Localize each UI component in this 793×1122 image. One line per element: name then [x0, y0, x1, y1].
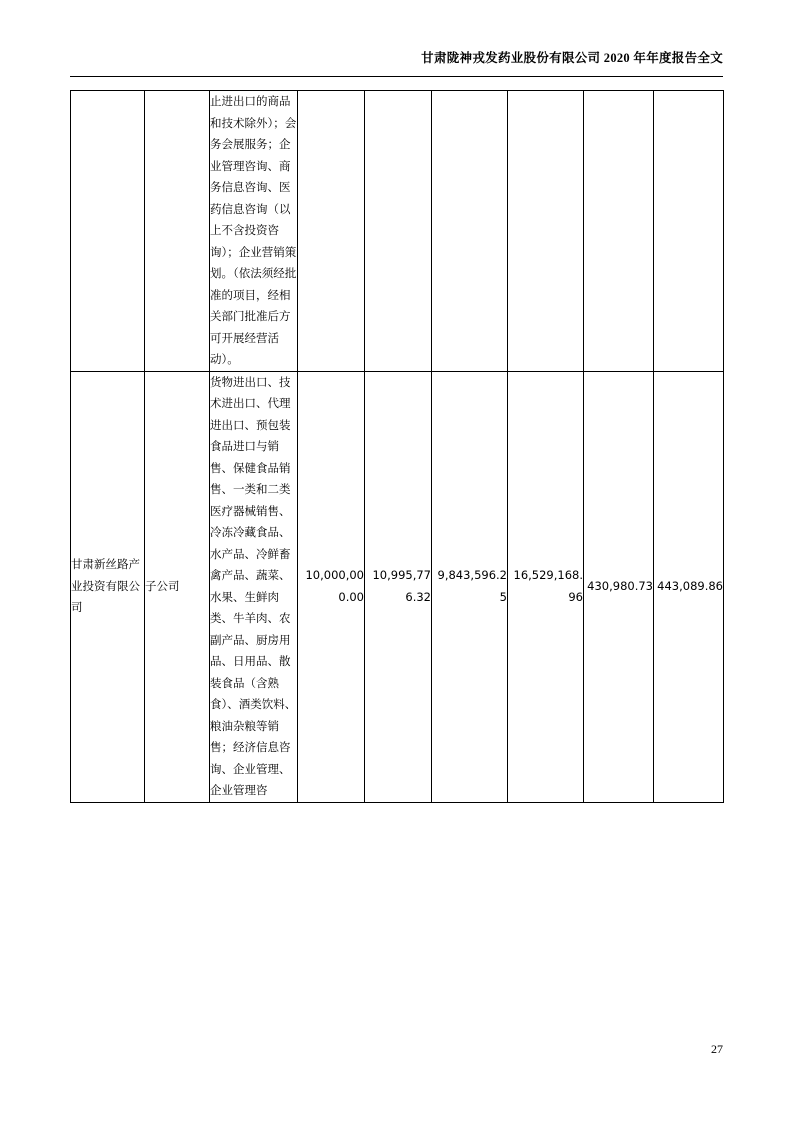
cell-net-profit [654, 91, 724, 372]
cell-registered-capital: 10,000,000.00 [298, 371, 365, 802]
header-divider [70, 76, 723, 77]
cell-net-profit: 443,089.86 [654, 371, 724, 802]
cell-company-name: 甘肃新丝路产业投资有限公司 [71, 371, 145, 802]
cell-company-name [71, 91, 145, 372]
table-row [71, 91, 724, 372]
page-number: 27 [711, 1042, 723, 1056]
cell-operating-revenue [508, 91, 584, 372]
page-header: 甘肃陇神戎发药业股份有限公司 2020 年年度报告全文 [421, 51, 723, 65]
subsidiaries-table [70, 90, 724, 803]
cell-operating-revenue: 16,529,168.96 [508, 371, 584, 802]
cell-business-scope: 货物进出口、技术进出口、代理进出口、预包装食品进口与销售、保健食品销售、一类和二类医疗器械销售、冷冻冷藏食品、水产品、冷鲜畜禽产品、蔬菜、水果、生鲜肉类、牛羊肉、农副产品、厨房用品、日用品、散装食品（含熟食）、酒类饮料、粮油杂粮等销售；经济信息咨询、企业管理、企业管理咨 [210, 371, 298, 802]
cell-company-type: 子公司 [145, 371, 210, 802]
cell-operating-profit [584, 91, 654, 372]
cell-net-assets [432, 91, 508, 372]
cell-total-assets: 10,995,776.32 [365, 371, 432, 802]
cell-business-scope: 止进出口的商品和技术除外）；会务会展服务；企业管理咨询、商务信息咨询、医药信息咨询（以上不含投资咨询）；企业营销策划。（依法须经批准的项目，经相关部门批准后方可开展经营活动）。 [210, 91, 298, 372]
cell-total-assets [365, 91, 432, 372]
cell-net-assets: 9,843,596.25 [432, 371, 508, 802]
table-row [71, 371, 724, 802]
cell-company-type [145, 91, 210, 372]
cell-registered-capital [298, 91, 365, 372]
cell-operating-profit: 430,980.73 [584, 371, 654, 802]
